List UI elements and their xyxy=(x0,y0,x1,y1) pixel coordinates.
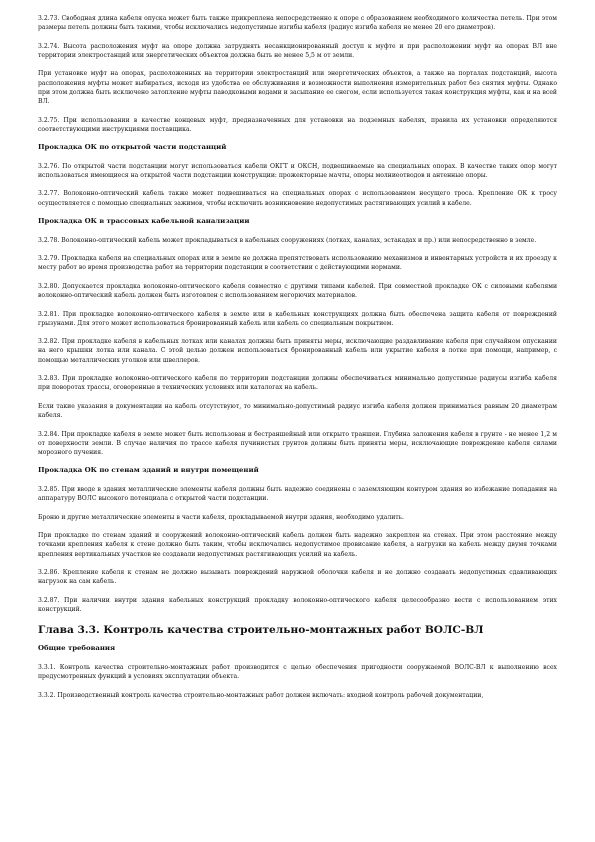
paragraph: 3.2.79. Прокладка кабеля на специальных опорах или в земле не должна препятствовать использованию механизмов и инвентарных устройств и их проезду к месту работ во время производства работ на территории подстанции в соответствии с действующими нормами. xyxy=(38,255,557,272)
paragraph: 3.3.2. Производственный контроль качества строительно-монтажных работ должен включать: входной контроль рабочей документации, xyxy=(38,691,484,699)
paragraph: 3.2.76. По открытой части подстанции могут использоваться кабели ОКГТ и ОКСН, подвешиваемые на специальных опорах. В качестве таких опор могут использоваться имеющиеся на открытой части подстанции конструкции: прожекторные мачты, опоры молниеотводов и антенные опоры. xyxy=(38,162,557,179)
paragraph: 3.2.82. При прокладке кабеля в кабельных лотках или каналах должны быть приняты меры, исключающие раздавливание кабеля при случайном опускании на него крышки лотка или канала. С этой целью должен использоваться бронированный кабель или укрытие кабеля в лотке при помощи, например, с помощью металлических уголков или швеллеров. xyxy=(38,338,557,364)
paragraph: 3.3.1. Контроль качества строительно-монтажных работ производится с целью обеспечения пригодности сооружаемой ВОЛС-ВЛ к выполнению всех предусмотренных функций в условиях эксплуатации объекта. xyxy=(38,663,557,681)
paragraph: 3.2.85. При вводе в здания металлические элементы кабеля должны быть надежно соединены с заземляющим контуром здания во избежание попадания на аппаратуру ВОЛС высокого потенциала с открытой части подстанции. xyxy=(38,485,557,503)
paragraph: 3.2.73. Свободная длина кабеля опуска может быть также прикреплена непосредственно к опоре с образованием необходимого количества петель. При этом размеры петель должны быть такими, чтобы исключались недопустимые изгибы кабеля (радиус изгиба кабеля не менее 20 его диаметров). xyxy=(38,15,557,32)
paragraph: Броню и другие металлические элементы в части кабеля, прокладываемой внутри здания, необходимо удалить. xyxy=(38,513,404,521)
paragraph: 3.2.75. При использовании в качестве концевых муфт, предназначенных для установки на подземных кабелях, правила их установки определяются соответствующими инструкциями поставщика. xyxy=(38,116,557,133)
paragraph: 3.2.80. Допускается прокладка волоконно-оптического кабеля совместно с другими типами кабелей. При совместной прокладке ОК с силовыми кабелями волоконно-оптический кабель должен быть изготовлен с использованием негорючих материалов. xyxy=(38,282,557,300)
section-heading: Прокладка ОК по открытой части подстанций xyxy=(38,143,227,152)
section-heading: Общие требования xyxy=(38,644,116,653)
section-heading: Прокладка ОК по стенам зданий и внутри помещений xyxy=(38,466,259,475)
section-heading: Прокладка ОК в трассовых кабельной канализации xyxy=(38,217,250,226)
paragraph: 3.2.77. Волоконно-оптический кабель также может подвешиваться на специальных опорах с использованием несущего троса. Крепление ОК к тросу осуществляется с помощью специальных зажимов, чтобы исключить возникновение недопустимых растягивающих усилий в кабеле. xyxy=(38,190,557,207)
paragraph: 3.2.74. Высота расположения муфт на опоре должна затруднять несанкционированный доступ к муфте и при расположении муфт на опорах ВЛ вне территории электростанций или энергетических объектов должна быть не менее 5,5 м от земли. xyxy=(38,42,557,59)
paragraph: 3.2.84. При прокладке кабеля в земле может быть использован и бестраншейный или открыто траншеи. Глубина заложения кабеля в грунте - не менее 1,2 м от поверхности земли. В случае наличия по трассе кабеля пучинистых грунтов должны быть приняты меры, исключающие повреждение кабеля силами морозного пучения. xyxy=(38,430,557,456)
chapter-title: Глава 3.3. Контроль качества строительно-монтажных работ ВОЛС-ВЛ xyxy=(38,624,484,637)
paragraph: 3.2.83. При прокладке волоконно-оптического кабеля по территории подстанции должны обеспечиваться минимально допустимые радиусы изгиба кабеля при поворотах трассы, оговоренные в технических условиях или каталогах на кабель. xyxy=(38,375,557,392)
paragraph: 3.2.87. При наличии внутри здания кабельных конструкций прокладку волоконно-оптического кабеля целесообразно вести с использованием этих конструкций. xyxy=(38,596,557,613)
paragraph: При установке муфт на опорах, расположенных на территории электростанций или энергетических объектов, а также на порталах подстанций, высота расположения муфты может выбираться, исходя из удобства ее обслуживания и возможности выполнения измерительных работ без снятия муфты. Однако при этом должна быть исключено затопление муфты паводковыми водами и засыпание ее снегом, если используется такая конструкция муфты, как и на всей ВЛ. xyxy=(38,70,557,106)
paragraph: При прокладке по стенам зданий и сооружений волоконно-оптический кабель должен быть надежно закреплен на стенах. При этом расстояние между точками крепления кабеля к стене должно быть таким, чтобы исключались недопустимое провисание кабеля, а нагрузки на кабель между двумя точками крепления вертикальных участков не создавали недопустимых растягивающих усилий на кабель. xyxy=(38,532,557,558)
paragraph: 3.2.86. Крепление кабеля к стенам не должно вызывать повреждений наружной оболочки кабеля и не должно создавать недопустимых сдавливающих нагрузок на сам кабель. xyxy=(38,569,557,586)
paragraph: 3.2.78. Волоконно-оптический кабель может прокладываться в кабельных сооружениях (лотках, каналах, эстакадах и пр.) или непосредственно в земле. xyxy=(38,236,537,244)
paragraph: 3.2.81. При прокладке волоконно-оптического кабеля в земле или в кабельных конструкциях должна быть обеспечена защита кабеля от повреждений грызунами. Для этого может использоваться бронированный кабель или кабель со специальным покрытием. xyxy=(38,310,557,327)
paragraph: Если такие указания в документации на кабель отсутствуют, то минимально-допустимый радиус изгиба кабеля должен приниматься равным 20 диаметрам кабеля. xyxy=(38,402,557,420)
